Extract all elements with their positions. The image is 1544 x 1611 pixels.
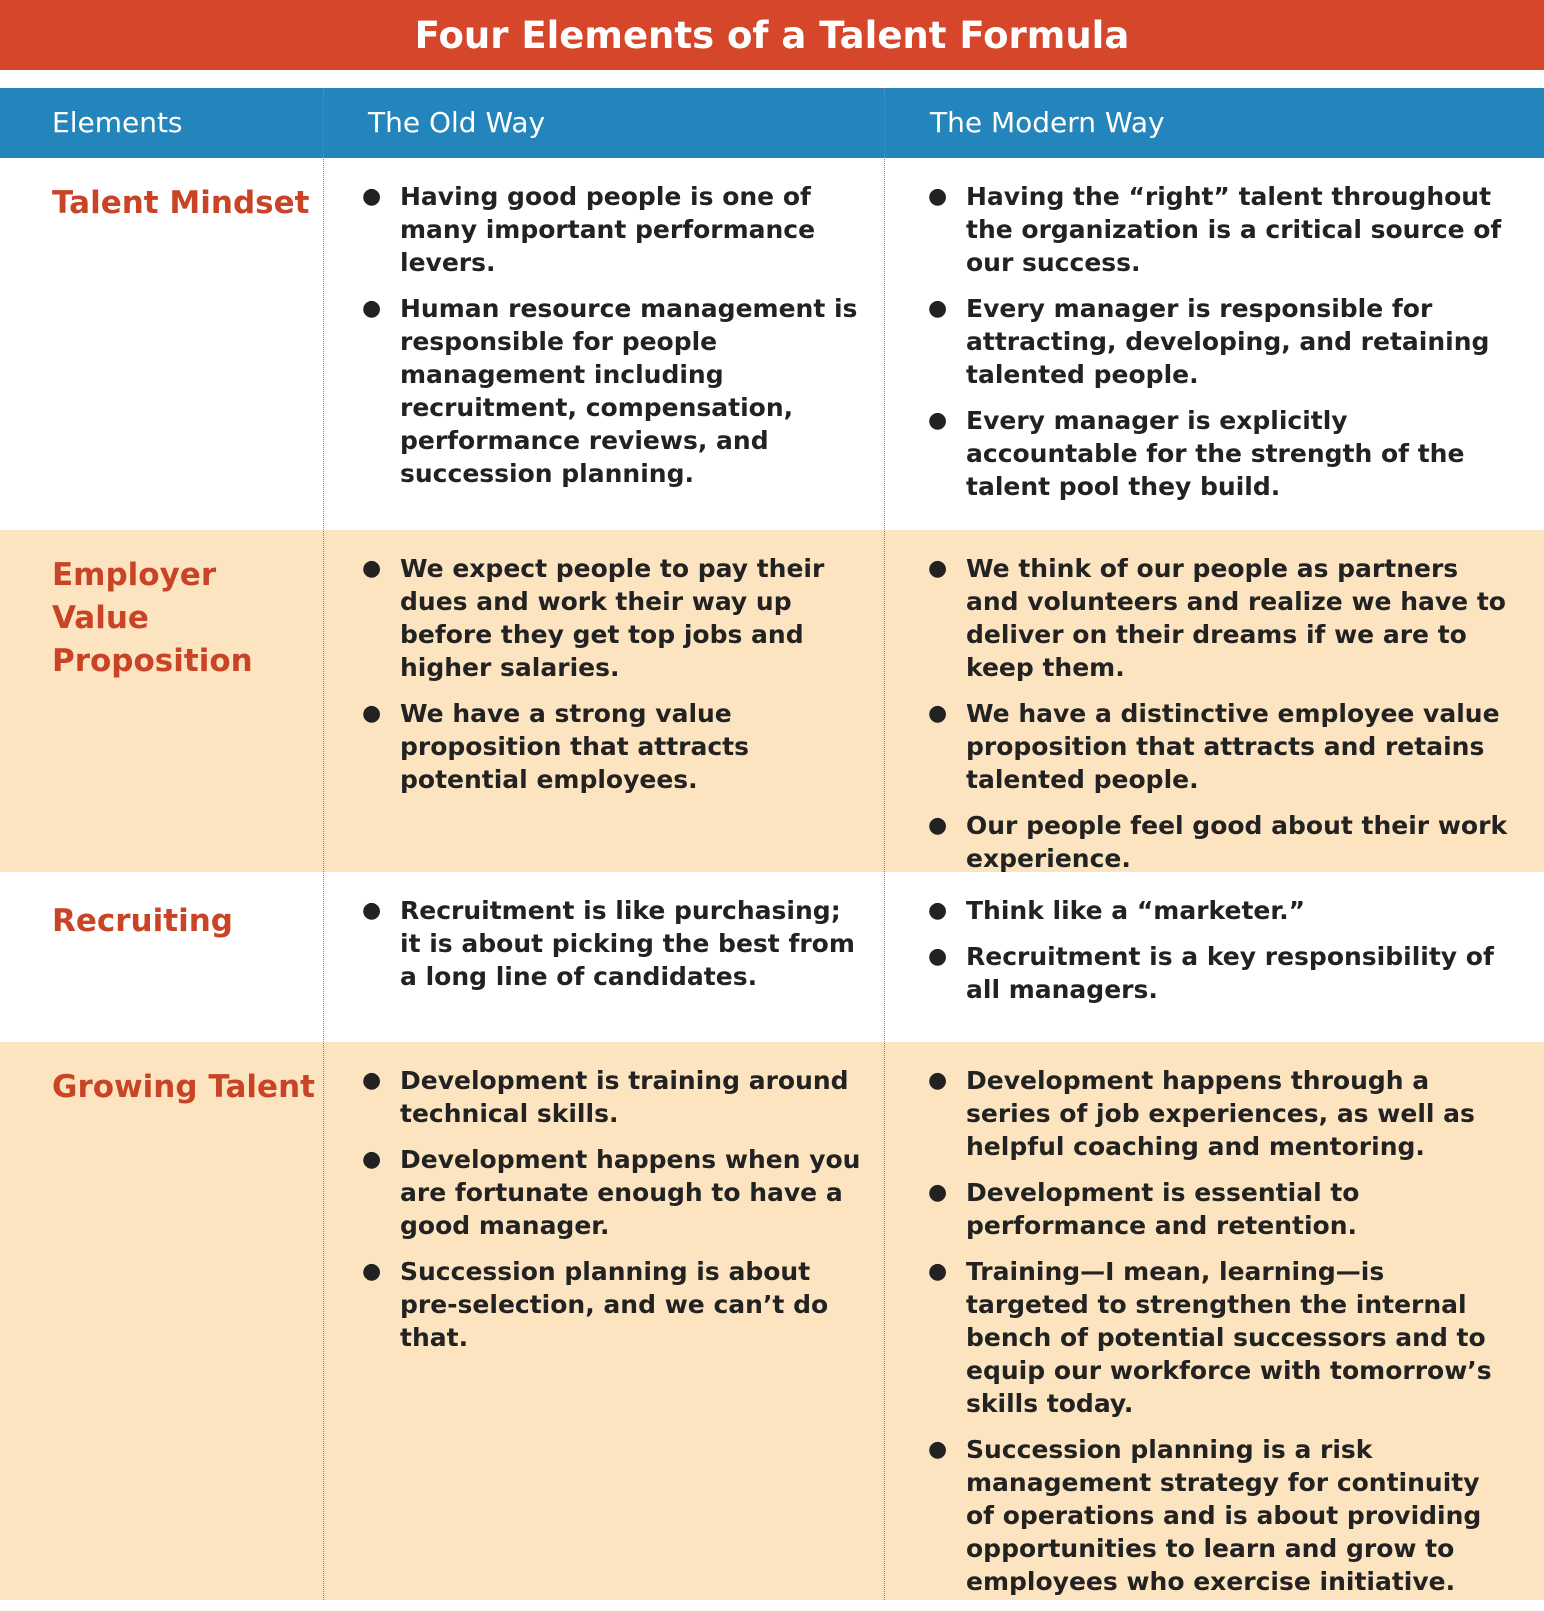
list-item (362, 697, 862, 796)
list-item (928, 404, 1508, 503)
list-item-text: Development happens through a series of job experiences, as well as helpful coaching and mentoring. (966, 1066, 1475, 1161)
list-item-text: Succession planning is about pre-selection, and we can’t do that. (400, 1257, 829, 1352)
column-header-elements: Elements (52, 106, 183, 139)
column-divider (884, 88, 885, 1600)
bullet-icon: ● (928, 813, 948, 838)
list-item-text: Development is essential to performance and retention. (966, 1178, 1360, 1240)
table-row (0, 530, 1544, 872)
bullet-icon: ● (362, 184, 382, 209)
list-item-text: Think like a “marketer.” (966, 896, 1306, 925)
table-row (0, 158, 1544, 530)
list-item-text: We have a strong value proposition that attracts potential employees. (400, 699, 750, 794)
old-way-list (362, 1064, 862, 1367)
list-item (928, 552, 1508, 684)
old-way-list (362, 552, 862, 809)
column-header-modern-way: The Modern Way (930, 106, 1165, 139)
list-item-text: Human resource management is responsible for people management including recruitment, compensation, performance reviews, and succession planning. (400, 294, 858, 488)
modern-way-list (928, 180, 1508, 516)
list-item-text: Development happens when you are fortunate enough to have a good manager. (400, 1145, 861, 1240)
list-item-text: Every manager is responsible for attracting, developing, and retaining talented people. (966, 294, 1490, 389)
list-item (362, 894, 862, 993)
bullet-icon: ● (362, 1259, 382, 1284)
list-item (362, 1255, 862, 1354)
list-item (362, 292, 862, 490)
column-divider (323, 88, 324, 1600)
list-item-text: We think of our people as partners and volunteers and realize we have to deliver on their dreams if we are to keep them. (966, 554, 1506, 682)
bullet-icon: ● (928, 1259, 948, 1284)
bullet-icon: ● (928, 296, 948, 321)
list-item (928, 1064, 1508, 1163)
bullet-icon: ● (928, 1180, 948, 1205)
bullet-icon: ● (362, 296, 382, 321)
element-label: Employer Value Proposition (52, 557, 253, 679)
bullet-icon: ● (928, 1437, 948, 1462)
bullet-icon: ● (928, 1068, 948, 1093)
bullet-icon: ● (928, 408, 948, 433)
list-item (928, 894, 1508, 927)
bullet-icon: ● (362, 1147, 382, 1172)
list-item-text: Every manager is explicitly accountable for the strength of the talent pool they build. (966, 406, 1465, 501)
list-item (362, 1064, 862, 1130)
list-item-text: Succession planning is a risk management strategy for continuity of operations and is about providing opportunities to learn and grow to employees who exercise initiative. (966, 1435, 1482, 1596)
bullet-icon: ● (928, 944, 948, 969)
list-item-text: Having the “right” talent throughout the organization is a critical source of our success. (966, 182, 1502, 277)
modern-way-list (928, 552, 1508, 888)
modern-way-list (928, 894, 1508, 1019)
element-label: Recruiting (52, 903, 233, 939)
old-way-list (362, 180, 862, 503)
table-row (0, 872, 1544, 1042)
list-item (928, 292, 1508, 391)
list-item-text: Having good people is one of many important performance levers. (400, 182, 816, 277)
list-item-text: Our people feel good about their work experience. (966, 811, 1508, 873)
list-item-text: We have a distinctive employee value proposition that attracts and retains talented people. (966, 699, 1500, 794)
bullet-icon: ● (362, 556, 382, 581)
bullet-icon: ● (928, 898, 948, 923)
list-item-text: Development is training around technical skills. (400, 1066, 849, 1128)
table-row (0, 1042, 1544, 1600)
list-item (362, 552, 862, 684)
bullet-icon: ● (928, 184, 948, 209)
bullet-icon: ● (928, 556, 948, 581)
list-item (928, 1176, 1508, 1242)
list-item-text: Recruitment is like purchasing; it is about picking the best from a long line of candidates. (400, 896, 855, 991)
list-item-text: Recruitment is a key responsibility of all managers. (966, 942, 1494, 1004)
list-item (928, 697, 1508, 796)
list-item (928, 1433, 1508, 1598)
bullet-icon: ● (362, 1068, 382, 1093)
list-item-text: We expect people to pay their dues and work their way up before they get top jobs and higher salaries. (400, 554, 825, 682)
old-way-list (362, 894, 862, 1006)
column-header-old-way: The Old Way (368, 106, 546, 139)
list-item (928, 940, 1508, 1006)
element-label: Growing Talent (52, 1069, 315, 1105)
table-header (0, 88, 1544, 158)
list-item (362, 1143, 862, 1242)
element-label: Talent Mindset (52, 185, 310, 221)
list-item (928, 180, 1508, 279)
modern-way-list (928, 1064, 1508, 1611)
bullet-icon: ● (928, 701, 948, 726)
list-item (928, 809, 1508, 875)
list-item-text: Training—I mean, learning—is targeted to strengthen the internal bench of potential successors and to equip our workforce with tomorrow’s skills today. (966, 1257, 1492, 1418)
page-title: Four Elements of a Talent Formula (0, 0, 1544, 70)
bullet-icon: ● (362, 898, 382, 923)
list-item (928, 1255, 1508, 1420)
bullet-icon: ● (362, 701, 382, 726)
list-item (362, 180, 862, 279)
